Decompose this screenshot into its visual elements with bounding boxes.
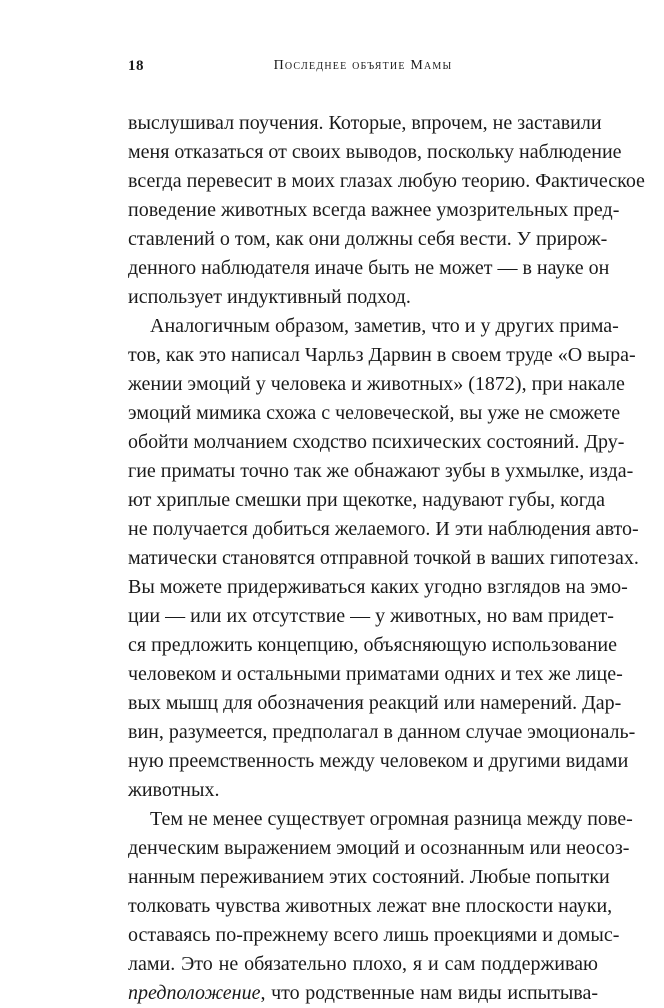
text-line: Тем не менее существует огромная разница между пове- — [150, 808, 633, 830]
text-line: денного наблюдателя иначе быть не может — в науке он — [128, 257, 610, 279]
emphasized-word: предположение — [128, 982, 261, 1004]
text-line-final — [128, 979, 598, 1008]
text-line: ют хриплые смешки при щекотке, надувают губы, когда — [128, 489, 606, 511]
text-line: обойти молчанием сходство психических состояний. Дру- — [128, 431, 625, 453]
text-line: поведение животных всегда важнее умозрительных пред- — [128, 199, 620, 221]
text-line: вин, разумеется, предполагал в данном случае эмоциональ- — [128, 721, 636, 743]
text-line: гие приматы точно так же обнажают зубы в ухмылке, изда- — [128, 460, 634, 482]
text-line: человеком и остальными приматами одних и тех же лице- — [128, 663, 623, 685]
running-header — [128, 58, 598, 82]
text-line: ставлений о том, как они должны себя вести. У прирож- — [128, 228, 608, 250]
text-line: животных. — [128, 779, 220, 801]
page-number: 18 — [128, 58, 144, 74]
text-line: тов, как это написал Чарльз Дарвин в своем труде «О выра- — [128, 344, 636, 366]
text-line: нанным переживанием этих состояний. Любые попытки — [128, 866, 610, 888]
text-line: ную преемственность между человеком и другими видами — [128, 750, 629, 772]
text-line: оставаясь по-прежнему всего лишь проекциями и домыс- — [128, 924, 620, 946]
text-line: всегда перевесит в моих глазах любую теорию. Фактическое — [128, 170, 645, 192]
text-line: выслушивал поучения. Которые, впрочем, не заставили — [128, 112, 602, 134]
text-line: вых мышц для обозначения реакций или намерений. Дар- — [128, 692, 622, 714]
text-line: использует индуктивный подход. — [128, 286, 411, 308]
paragraph-2 — [128, 312, 639, 805]
text-line-rest: , что родственные нам виды испытыва- — [260, 982, 598, 1004]
running-title: Последнее объятие Мамы — [273, 58, 453, 73]
body-text — [128, 109, 645, 1008]
text-line: лами. Это не обязательно плохо, я и сам поддерживаю — [128, 953, 598, 975]
text-line: эмоций мимика схожа с человеческой, вы уже не сможете — [128, 402, 621, 424]
text-line: денческим выражением эмоций и осознанным или неосоз- — [128, 837, 630, 859]
text-line: матически становятся отправной точкой в ваших гипотезах. — [128, 547, 639, 569]
paragraph-3 — [128, 805, 633, 1008]
text-line: Вы можете придерживаться каких угодно взглядов на эмо- — [128, 576, 628, 598]
text-line: Аналогичным образом, заметив, что и у других прима- — [150, 315, 619, 337]
text-line: ся предложить концепцию, объясняющую использование — [128, 634, 617, 656]
text-line: толковать чувства животных лежат вне плоскости науки, — [128, 895, 613, 917]
text-line: жении эмоций у человека и животных» (1872), при накале — [128, 373, 625, 395]
paragraph-1 — [128, 109, 645, 312]
text-line: меня отказаться от своих выводов, поскольку наблюдение — [128, 141, 622, 163]
text-line: не получается добиться желаемого. И эти наблюдения авто- — [128, 518, 639, 540]
text-line: ции — или их отсутствие — у животных, но вам придет- — [128, 605, 614, 627]
